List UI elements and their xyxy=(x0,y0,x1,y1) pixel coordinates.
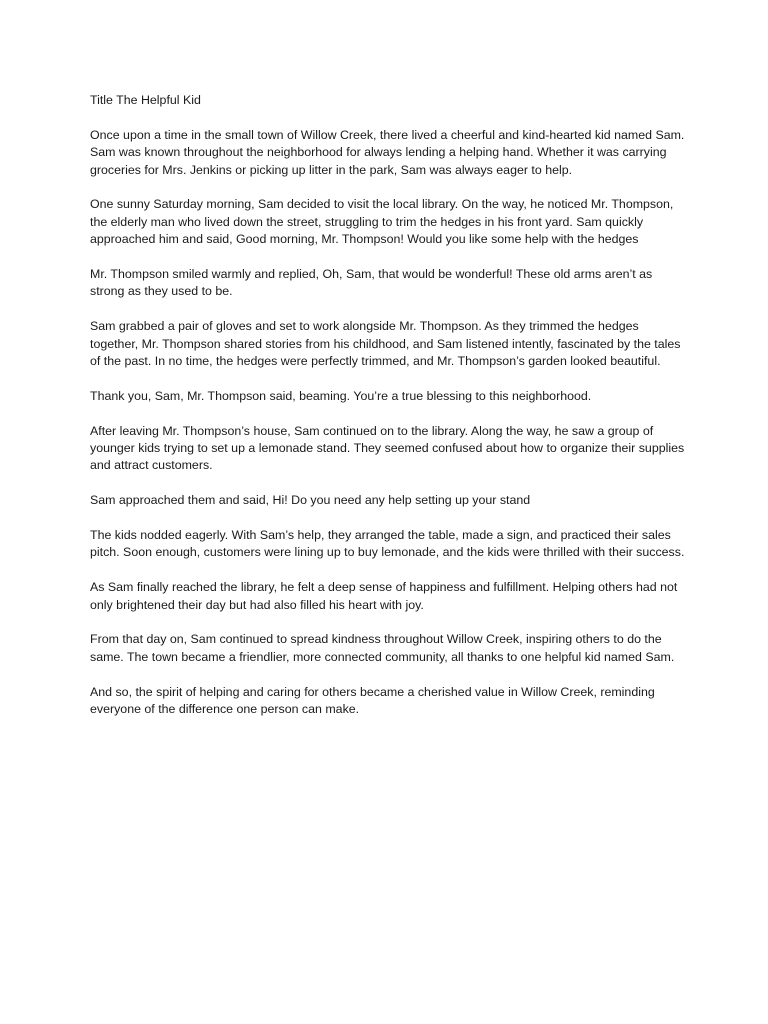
paragraph: The kids nodded eagerly. With Sam’s help, they arranged the table, made a sign, and practiced their sales pitch. Soon enough, customers were lining up to buy lemonade, and the kids were thrilled with their success. xyxy=(90,528,685,560)
paragraph: Sam grabbed a pair of gloves and set to work alongside Mr. Thompson. As they trimmed the hedges together, Mr. Thompson shared stories from his childhood, and Sam listened intently, fascinated by the tales of the past. In no time, the hedges were perfectly trimmed, and Mr. Thompson’s garden looked beautiful. xyxy=(90,319,681,369)
paragraph: And so, the spirit of helping and caring for others became a cherished value in Willow Creek, reminding everyone of the difference one person can make. xyxy=(90,684,655,717)
document-body xyxy=(90,92,690,736)
paragraph: Thank you, Sam, Mr. Thompson said, beaming. You’re a true blessing to this neighborhood. xyxy=(90,388,592,403)
paragraph: After leaving Mr. Thompson’s house, Sam continued on to the library. Along the way, he saw a group of younger kids trying to set up a lemonade stand. They seemed confused about how to organize their supplies and attract customers. xyxy=(90,423,685,473)
paragraph: Sam approached them and said, Hi! Do you need any help setting up your stand xyxy=(90,493,531,508)
paragraph: Mr. Thompson smiled warmly and replied, Oh, Sam, that would be wonderful! These old arms aren’t as strong as they used to be. xyxy=(90,267,653,299)
paragraph: From that day on, Sam continued to spread kindness throughout Willow Creek, inspiring others to do the same. The town became a friendlier, more connected community, all thanks to one helpful kid named Sam. xyxy=(90,632,675,664)
paragraph: As Sam finally reached the library, he felt a deep sense of happiness and fulfillment. Helping others had not only brightened their day but had also filled his heart with joy. xyxy=(90,580,678,612)
paragraph: Once upon a time in the small town of Willow Creek, there lived a cheerful and kind-hearted kid named Sam. Sam was known throughout the neighborhood for always lending a helping hand. Whether it was carrying groceries for Mrs. Jenkins or picking up litter in the park, Sam was always eager to help. xyxy=(90,127,685,177)
document-title: Title The Helpful Kid xyxy=(90,93,201,107)
paragraph: One sunny Saturday morning, Sam decided to visit the local library. On the way, he noticed Mr. Thompson, the elderly man who lived down the street, struggling to trim the hedges in his front yard. Sam quickly approached him and said, Good morning, Mr. Thompson! Would you like some help with the hedges xyxy=(90,197,674,247)
